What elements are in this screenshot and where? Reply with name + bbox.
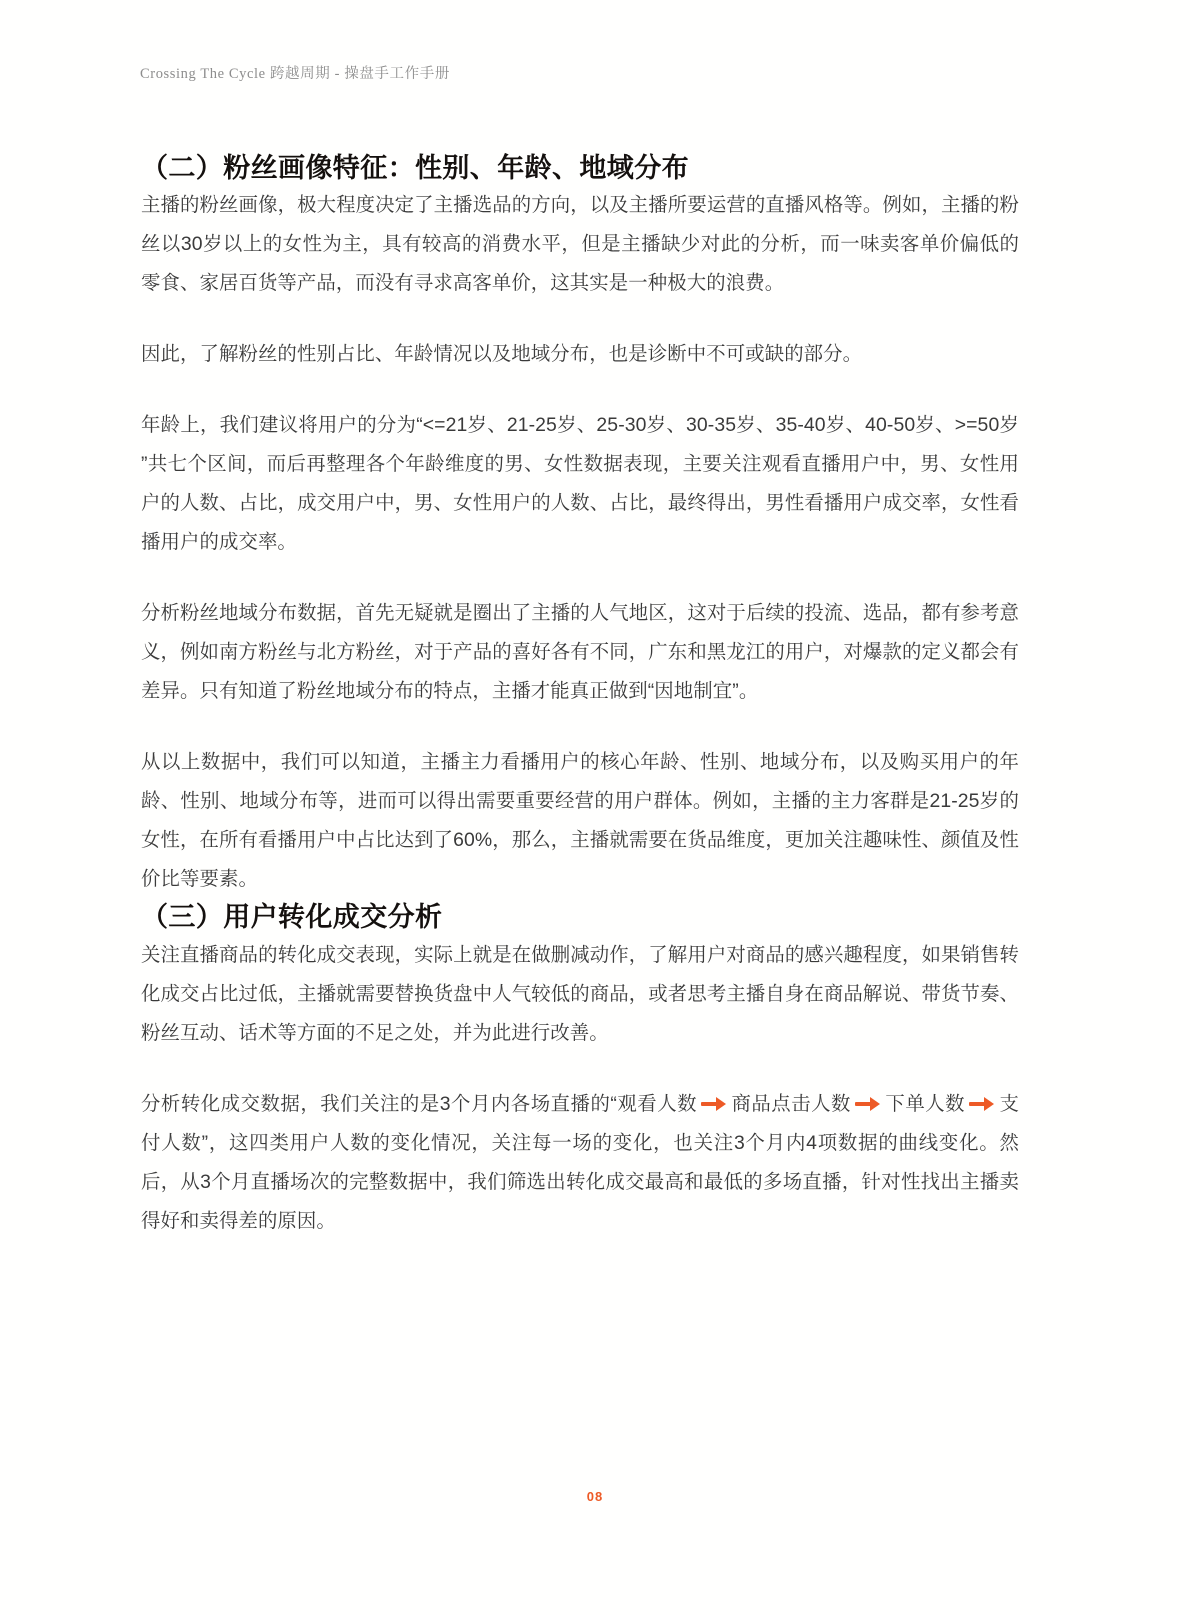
arrow-right-icon-1 [701, 1097, 727, 1111]
section-heading-fan-profile: （二）粉丝画像特征：性别、年龄、地域分布 [141, 153, 689, 183]
funnel-step-4: 支付人数 [141, 1092, 1019, 1154]
paragraph-fan-profile-4: 分析粉丝地域分布数据，首先无疑就是圈出了主播的人气地区，这对于后续的投流、选品，都有参考意义，例如南方粉丝与北方粉丝，对于产品的喜好各有不同，广东和黑龙江的用户，对爆款的定义都会有差异。只有知道了粉丝地域分布的特点，主播才能真正做到“因地制宜”。 [141, 602, 1019, 703]
funnel-lead-text: 分析转化成交数据，我们关注的是3个月内各场直播的“ [141, 1092, 617, 1115]
running-header: Crossing The Cycle 跨越周期 - 操盘手工作手册 [140, 66, 450, 82]
section-heading-conversion-analysis: （三）用户转化成交分析 [141, 902, 443, 933]
paragraph-fan-profile-5: 从以上数据中，我们可以知道，主播主力看播用户的核心年龄、性别、地域分布，以及购买用户的年龄、性别、地域分布等，进而可以得出需要重要经营的用户群体。例如，主播的主力客群是21-25岁的女性，在所有看播用户中占比达到了60%，那么，主播就需要在货品维度，更加关注趣味性、颜值及性价比等要素。 [141, 751, 1019, 891]
funnel-tail-text: ”，这四类用户人数的变化情况，关注每一场的变化，也关注3个月内4项数据的曲线变化。然后，从3个月直播场次的完整数据中，我们筛选出转化成交最高和最低的多场直播，针对性找出主播卖得好和卖得差的原因。 [141, 1131, 1019, 1232]
page-number: 08 [586, 1489, 604, 1504]
page-content [141, 150, 1019, 1241]
paragraph-conversion-1: 关注直播商品的转化成交表现，实际上就是在做删减动作，了解用户对商品的感兴趣程度，如果销售转化成交占比过低，主播就需要替换货盘中人气较低的商品，或者思考主播自身在商品解说、带货节奏、粉丝互动、话术等方面的不足之处，并为此进行改善。 [141, 943, 1019, 1044]
funnel-step-1: 观看人数 [616, 1092, 698, 1115]
paragraph-fan-profile-2: 因此，了解粉丝的性别占比、年龄情况以及地域分布，也是诊断中不可或缺的部分。 [141, 343, 863, 366]
paragraph-fan-profile-3: 年龄上，我们建议将用户的分为“<=21岁、21-25岁、25-30岁、30-35岁、35-40岁、40-50岁、>=50岁 ”共七个区间，而后再整理各个年龄维度的男、女性数据表现，主要关注观看直播用户中，男、女性用户的人数、占比，成交用户中，男、女性用户的人数、占比，最终得出，男性看播用户成交率，女性看播用户的成交率。 [141, 414, 1019, 554]
arrow-right-icon-3 [969, 1097, 995, 1111]
funnel-step-3: 下单人数 [884, 1092, 966, 1115]
arrow-right-icon-2 [855, 1097, 881, 1111]
paragraph-fan-profile-1: 主播的粉丝画像，极大程度决定了主播选品的方向，以及主播所要运营的直播风格等。例如，主播的粉丝以30岁以上的女性为主，具有较高的消费水平，但是主播缺少对此的分析，而一味卖客单价偏低的零食、家居百货等产品，而没有寻求高客单价，这其实是一种极大的浪费。 [141, 194, 1019, 295]
paragraph-conversion-funnel [141, 1085, 1019, 1241]
funnel-step-2: 商品点击人数 [731, 1092, 851, 1115]
